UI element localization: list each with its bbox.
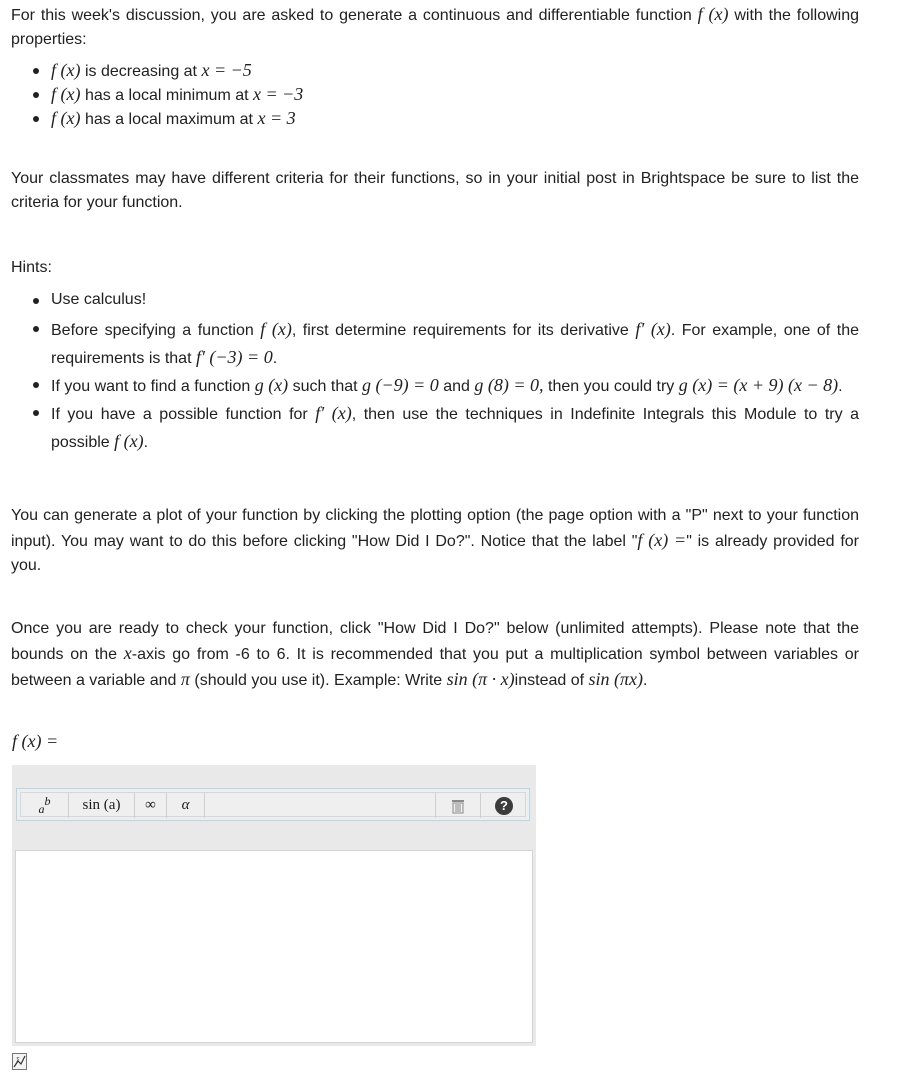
answer-label: f (x) = xyxy=(12,731,59,751)
superscript-button[interactable] xyxy=(21,793,69,818)
greek-button[interactable] xyxy=(167,793,205,818)
properties-list xyxy=(11,58,859,130)
svg-text:Σ: Σ xyxy=(16,1057,20,1064)
help-button[interactable] xyxy=(481,793,527,818)
function-button[interactable] xyxy=(69,793,135,818)
infinity-icon: ∞ xyxy=(145,797,156,813)
hints-list xyxy=(11,288,859,456)
infinity-button[interactable] xyxy=(135,793,167,818)
clear-button[interactable] xyxy=(435,793,481,818)
plot-button[interactable] xyxy=(12,1053,27,1075)
function-icon: sin (a) xyxy=(82,797,121,813)
list-item: Before specifying a function f (x), first determine requirements for its derivative f′ (x). For example, one of the requirements is that f′ (−3) = 0. xyxy=(11,316,859,372)
list-item: f (x) has a local minimum at x = −3 xyxy=(11,82,859,106)
alpha-icon: α xyxy=(181,797,190,813)
hints-label: Hints: xyxy=(11,259,52,276)
intro-paragraph: For this week's discussion, you are asked to generate a continuous and differentiable function f (x) with the following properties: xyxy=(11,4,860,48)
list-item: f (x) has a local maximum at x = 3 xyxy=(11,106,859,130)
superscript-icon: $_a^b$ xyxy=(38,794,51,816)
plot-paragraph: You can generate a plot of your function by clicking the plotting option (the page option with a "P" next to your function input). You may want to do this before clicking "How Did I Do?". Notice that the label "f (x) =" is already provided for you. xyxy=(11,507,859,574)
list-item: Use calculus! xyxy=(11,288,859,312)
check-paragraph: Once you are ready to check your function, click "How Did I Do?" below (unlimited attempts). Please note that the bounds on the x-axis go from -6 to 6. It is recommended that you put a multiplication symbol between variables or between a variable and π (should you use it). Example: Write sin (π · x)instead of sin (πx). xyxy=(11,620,860,689)
math-fx: f (x) xyxy=(697,4,729,24)
function-input[interactable] xyxy=(15,850,533,1043)
trash-icon xyxy=(450,798,466,814)
editor-toolbar xyxy=(16,788,530,821)
help-icon: ? xyxy=(495,797,513,815)
list-item: If you have a possible function for f′ (x), then use the techniques in Indefinite Integrals this Module to try a possible f (x). xyxy=(11,400,859,456)
math-editor xyxy=(12,765,536,1046)
list-item: If you want to find a function g (x) such that g (−9) = 0 and g (8) = 0, then you could try g (x) = (x + 9) (x − 8). xyxy=(11,372,859,400)
list-item: f (x) is decreasing at x = −5 xyxy=(11,58,859,82)
plot-icon xyxy=(12,1053,27,1070)
classmates-paragraph: Your classmates may have different criteria for their functions, so in your initial post in Brightspace be sure to list the criteria for your function. xyxy=(11,170,859,211)
